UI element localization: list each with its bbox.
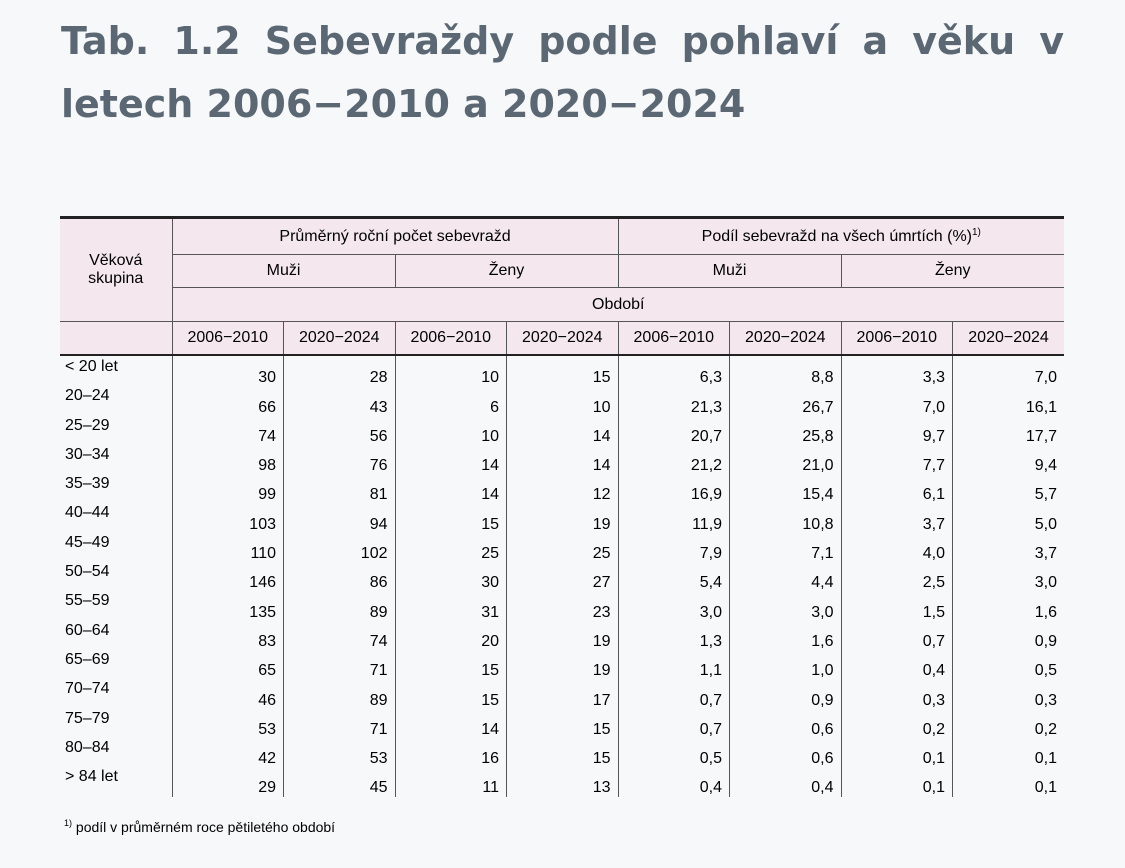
value-cell: 146	[172, 563, 284, 592]
value-cell: 3,0	[618, 592, 730, 621]
value-cell: 0,4	[618, 768, 730, 797]
value-cell: 0,5	[618, 739, 730, 768]
value-cell: 98	[172, 446, 284, 475]
sex-men-header: Muži	[618, 255, 841, 288]
sex-women-header: Ženy	[395, 255, 618, 288]
value-cell: 1,6	[953, 592, 1065, 621]
table-row	[60, 475, 1064, 504]
value-cell: 0,4	[730, 768, 842, 797]
age-group-cell: 25–29	[60, 417, 172, 446]
value-cell: 14	[395, 446, 507, 475]
value-cell: 15	[507, 355, 619, 387]
value-cell: 89	[284, 680, 396, 709]
period-col-header: 2020−2024	[284, 322, 396, 356]
value-cell: 0,7	[618, 710, 730, 739]
age-group-cell: < 20 let	[60, 355, 172, 387]
footnote-ref: 1)	[972, 227, 981, 238]
table-row	[60, 622, 1064, 651]
footnote	[64, 818, 335, 835]
value-cell: 17	[507, 680, 619, 709]
value-cell: 66	[172, 387, 284, 416]
value-cell: 25,8	[730, 417, 842, 446]
value-cell: 21,0	[730, 446, 842, 475]
value-cell: 20	[395, 622, 507, 651]
period-col-header: 2020−2024	[507, 322, 619, 356]
value-cell: 15	[395, 651, 507, 680]
value-cell: 16,9	[618, 475, 730, 504]
value-cell: 11	[395, 768, 507, 797]
period-col-header: 2006−2010	[841, 322, 953, 356]
value-cell: 103	[172, 504, 284, 533]
group-share-label: Podíl sebevražd na všech úmrtích (%)	[701, 228, 972, 245]
value-cell: 4,4	[730, 563, 842, 592]
age-header-line2: skupina	[88, 270, 144, 287]
value-cell: 53	[172, 710, 284, 739]
footnote-mark: 1)	[64, 818, 73, 828]
value-cell: 23	[507, 592, 619, 621]
value-cell: 5,7	[953, 475, 1065, 504]
table-row	[60, 446, 1064, 475]
value-cell: 12	[507, 475, 619, 504]
value-cell: 19	[507, 504, 619, 533]
value-cell: 6	[395, 387, 507, 416]
period-col-header: 2020−2024	[730, 322, 842, 356]
value-cell: 0,6	[730, 710, 842, 739]
value-cell: 7,0	[841, 387, 953, 416]
value-cell: 71	[284, 651, 396, 680]
value-cell: 5,4	[618, 563, 730, 592]
value-cell: 3,7	[841, 504, 953, 533]
value-cell: 3,7	[953, 534, 1065, 563]
value-cell: 30	[395, 563, 507, 592]
value-cell: 0,9	[730, 680, 842, 709]
value-cell: 16,1	[953, 387, 1065, 416]
value-cell: 1,0	[730, 651, 842, 680]
value-cell: 76	[284, 446, 396, 475]
value-cell: 21,3	[618, 387, 730, 416]
suicide-statistics-table	[60, 216, 1064, 797]
table-row	[60, 592, 1064, 621]
value-cell: 7,0	[953, 355, 1065, 387]
footnote-text: podíl v průměrném roce pětiletého období	[72, 819, 336, 835]
period-col-header: 2006−2010	[395, 322, 507, 356]
age-group-cell: 70–74	[60, 680, 172, 709]
value-cell: 42	[172, 739, 284, 768]
table-row	[60, 417, 1064, 446]
value-cell: 10	[395, 417, 507, 446]
value-cell: 0,9	[953, 622, 1065, 651]
value-cell: 15,4	[730, 475, 842, 504]
value-cell: 30	[172, 355, 284, 387]
age-header-line1: Věková	[89, 252, 143, 269]
value-cell: 10	[395, 355, 507, 387]
sex-men-header: Muži	[172, 255, 395, 288]
age-group-cell: 35–39	[60, 475, 172, 504]
value-cell: 3,0	[953, 563, 1065, 592]
value-cell: 0,1	[953, 768, 1065, 797]
value-cell: 13	[507, 768, 619, 797]
value-cell: 1,1	[618, 651, 730, 680]
value-cell: 8,8	[730, 355, 842, 387]
value-cell: 1,3	[618, 622, 730, 651]
value-cell: 5,0	[953, 504, 1065, 533]
value-cell: 14	[507, 446, 619, 475]
age-header-spacer	[60, 322, 172, 356]
value-cell: 1,5	[841, 592, 953, 621]
value-cell: 0,5	[953, 651, 1065, 680]
value-cell: 74	[284, 622, 396, 651]
value-cell: 102	[284, 534, 396, 563]
value-cell: 7,1	[730, 534, 842, 563]
value-cell: 0,1	[953, 739, 1065, 768]
value-cell: 65	[172, 651, 284, 680]
value-cell: 0,3	[953, 680, 1065, 709]
value-cell: 27	[507, 563, 619, 592]
value-cell: 1,6	[730, 622, 842, 651]
value-cell: 6,1	[841, 475, 953, 504]
value-cell: 10	[507, 387, 619, 416]
table-body	[60, 355, 1064, 797]
period-col-header: 2006−2010	[172, 322, 284, 356]
value-cell: 74	[172, 417, 284, 446]
group-avg-count-header: Průměrný roční počet sebevražd	[172, 218, 618, 255]
value-cell: 9,7	[841, 417, 953, 446]
value-cell: 14	[395, 710, 507, 739]
value-cell: 3,3	[841, 355, 953, 387]
period-col-header: 2006−2010	[618, 322, 730, 356]
value-cell: 6,3	[618, 355, 730, 387]
value-cell: 21,2	[618, 446, 730, 475]
value-cell: 0,2	[953, 710, 1065, 739]
table-row	[60, 710, 1064, 739]
page-title: Tab. 1.2 Sebevraždy podle pohlaví a věku v letech 2006−2010 a 2020−2024	[61, 19, 1064, 126]
value-cell: 3,0	[730, 592, 842, 621]
value-cell: 135	[172, 592, 284, 621]
value-cell: 15	[395, 680, 507, 709]
value-cell: 53	[284, 739, 396, 768]
age-group-header	[60, 218, 172, 322]
value-cell: 31	[395, 592, 507, 621]
table-row	[60, 739, 1064, 768]
value-cell: 43	[284, 387, 396, 416]
value-cell: 0,6	[730, 739, 842, 768]
age-group-cell: 65–69	[60, 651, 172, 680]
value-cell: 0,3	[841, 680, 953, 709]
table-row	[60, 651, 1064, 680]
value-cell: 14	[507, 417, 619, 446]
period-header: Období	[172, 288, 1064, 322]
value-cell: 0,7	[841, 622, 953, 651]
value-cell: 46	[172, 680, 284, 709]
value-cell: 15	[395, 504, 507, 533]
value-cell: 0,1	[841, 739, 953, 768]
value-cell: 99	[172, 475, 284, 504]
value-cell: 29	[172, 768, 284, 797]
value-cell: 15	[507, 710, 619, 739]
value-cell: 110	[172, 534, 284, 563]
value-cell: 89	[284, 592, 396, 621]
value-cell: 19	[507, 622, 619, 651]
value-cell: 28	[284, 355, 396, 387]
value-cell: 4,0	[841, 534, 953, 563]
value-cell: 26,7	[730, 387, 842, 416]
sex-women-header: Ženy	[841, 255, 1064, 288]
table-header	[60, 218, 1064, 356]
value-cell: 83	[172, 622, 284, 651]
group-share-header	[618, 218, 1064, 255]
value-cell: 10,8	[730, 504, 842, 533]
age-group-cell: 50–54	[60, 563, 172, 592]
value-cell: 81	[284, 475, 396, 504]
value-cell: 71	[284, 710, 396, 739]
age-group-cell: 30–34	[60, 446, 172, 475]
age-group-cell: 40–44	[60, 504, 172, 533]
value-cell: 7,9	[618, 534, 730, 563]
age-group-cell: 60–64	[60, 622, 172, 651]
table-row	[60, 563, 1064, 592]
age-group-cell: 20–24	[60, 387, 172, 416]
table-row	[60, 387, 1064, 416]
value-cell: 11,9	[618, 504, 730, 533]
table-row	[60, 680, 1064, 709]
value-cell: 45	[284, 768, 396, 797]
value-cell: 14	[395, 475, 507, 504]
value-cell: 16	[395, 739, 507, 768]
period-col-header: 2020−2024	[953, 322, 1065, 356]
age-group-cell: 75–79	[60, 710, 172, 739]
value-cell: 0,2	[841, 710, 953, 739]
value-cell: 7,7	[841, 446, 953, 475]
value-cell: 2,5	[841, 563, 953, 592]
age-group-cell: > 84 let	[60, 768, 172, 797]
value-cell: 86	[284, 563, 396, 592]
value-cell: 15	[507, 739, 619, 768]
value-cell: 20,7	[618, 417, 730, 446]
table-row	[60, 504, 1064, 533]
value-cell: 9,4	[953, 446, 1065, 475]
value-cell: 94	[284, 504, 396, 533]
value-cell: 56	[284, 417, 396, 446]
table-row	[60, 768, 1064, 797]
value-cell: 0,7	[618, 680, 730, 709]
value-cell: 0,4	[841, 651, 953, 680]
value-cell: 25	[395, 534, 507, 563]
value-cell: 17,7	[953, 417, 1065, 446]
value-cell: 25	[507, 534, 619, 563]
value-cell: 0,1	[841, 768, 953, 797]
table-row	[60, 534, 1064, 563]
value-cell: 19	[507, 651, 619, 680]
age-group-cell: 80–84	[60, 739, 172, 768]
age-group-cell: 55–59	[60, 592, 172, 621]
table-row	[60, 355, 1064, 387]
age-group-cell: 45–49	[60, 534, 172, 563]
